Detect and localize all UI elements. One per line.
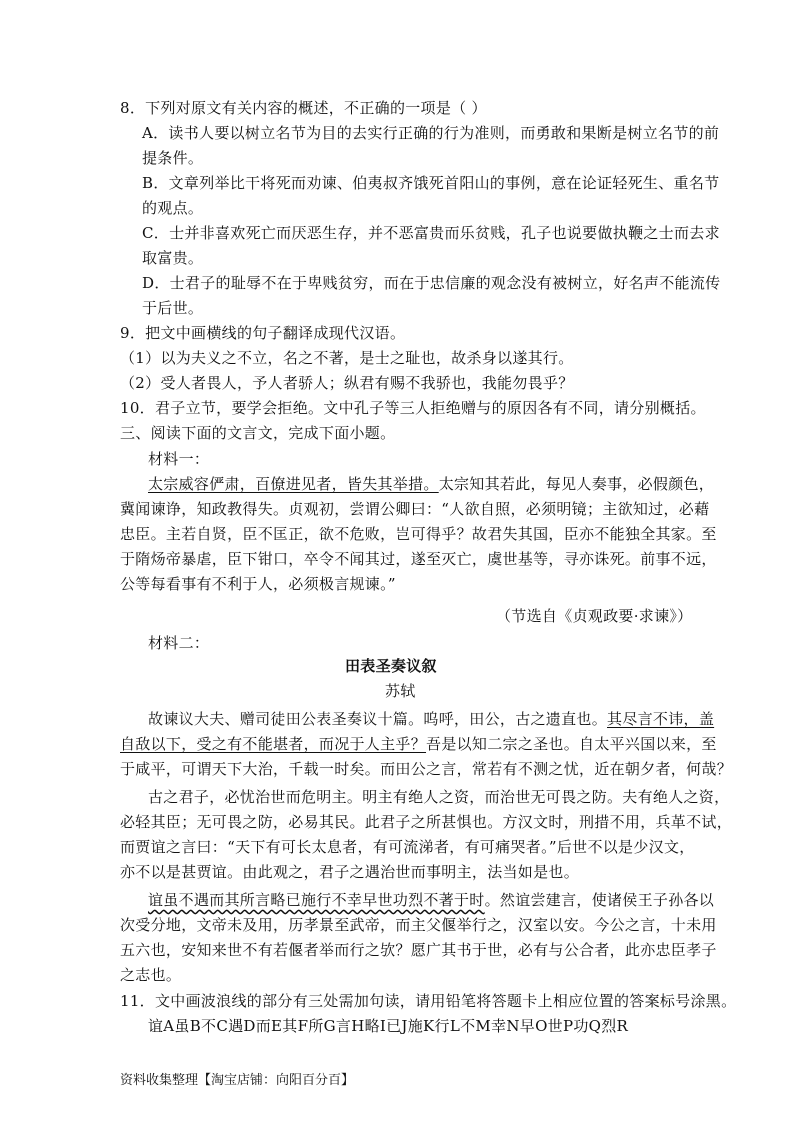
material2-label: 材料二： bbox=[148, 634, 210, 652]
material2-line7: 亦不以是甚贾谊。由此观之，君子之遇治世而事明主，法当如是也。 bbox=[120, 863, 580, 881]
material2-line4: 古之君子，必忧治世而危明主。明主有绝人之资，而治世无可畏之防。夫有绝人之资， bbox=[148, 788, 730, 806]
q8-option-d-line2: 于后世。 bbox=[142, 299, 204, 317]
material2-line1-start: 故谏议大夫、赠司徒田公表圣奏议十篇。呜呼，田公，古之遗直也。 bbox=[148, 710, 608, 728]
section3-heading: 三、阅读下面的文言文，完成下面小题。 bbox=[120, 424, 396, 442]
q9-sentence-2: （2）受人者畏人，予人者骄人；纵君有赐不我骄也，我能勿畏乎？ bbox=[120, 374, 574, 392]
material1-line3: 忠臣。主若自贤，臣不匡正，欲不危败，岂可得乎？故君失其国，臣亦不能独全其家。至 bbox=[120, 525, 717, 543]
q8-option-a-line2: 提条件。 bbox=[142, 149, 204, 167]
material2-author: 苏轼 bbox=[385, 682, 416, 700]
material2-line6: 而贾谊之言曰：“天下有可长太息者，有可流涕者，有可痛哭者。”后世不以是少汉文， bbox=[120, 838, 695, 856]
material2-line5: 必轻其臣；无可畏之防，必易其民。此君子之所甚惧也。方汉文时，刑措不用，兵革不试， bbox=[120, 813, 733, 831]
material1-source: （节选自《贞观政要·求谏》） bbox=[496, 607, 693, 625]
material2-line3: 于咸平，可谓天下大治，千载一时矣。而田公之言，常若有不测之忧，近在朝夕者，何哉？ bbox=[120, 760, 733, 778]
q9-stem: 9．把文中画横线的句子翻译成现代汉语。 bbox=[120, 324, 406, 342]
q8-option-c-line2: 取富贵。 bbox=[142, 249, 204, 267]
q8-option-b-line2: 的观点。 bbox=[142, 199, 204, 217]
material2-line10: 五六也，安知来世不有若偃者举而行之欤？愿广其书于世，必有与公合者，此亦忠臣孝子 bbox=[120, 941, 717, 959]
q10-stem: 10．君子立节，要学会拒绝。文中孔子等三人拒绝赠与的原因各有不同，请分别概括。 bbox=[120, 399, 706, 417]
material2-line8-rest: 。然谊尝建言，使诸侯王子孙各以 bbox=[484, 891, 715, 909]
q8-option-d-line1: D．士君子的耻辱不在于卑贱贫穷，而在于忠信廉的观念没有被树立，好名声不能流传 bbox=[142, 274, 721, 292]
material2-line9: 次受分地，文帝未及用，历孝景至武帝，而主父偃举行之，汉室以安。今公之言，十未用 bbox=[120, 916, 717, 934]
underlined-sentence-2b: 自敌以下，受之有不能堪者，而况于人主乎？ bbox=[120, 735, 427, 753]
material2-line2 bbox=[120, 733, 717, 755]
material2-line11: 之志也。 bbox=[120, 966, 182, 984]
q8-option-c-line1: C．士并非喜欢死亡而厌恶生存，并不恶富贵而乐贫贱，孔子也说要做执鞭之士而去求 bbox=[142, 224, 720, 242]
underlined-sentence-1: 太宗威容俨肃，百僚进见者，皆失其举措。 bbox=[148, 475, 439, 493]
q9-sentence-1: （1）以为夫义之不立，名之不著，是士之耻也，故杀身以遂其行。 bbox=[120, 349, 574, 367]
material1-line1-rest: 太宗知其若此，每见人奏事，必假颜色， bbox=[438, 475, 715, 493]
q8-option-b-line1: B．文章列举比干将死而劝谏、伯夷叔齐饿死首阳山的事例，意在论证轻死生、重名节 bbox=[142, 174, 720, 192]
material2-line2-rest: 吾是以知二宗之圣也。自太平兴国以来，至 bbox=[426, 735, 717, 753]
q8-stem: 8．下列对原文有关内容的概述，不正确的一项是（ ） bbox=[120, 99, 487, 117]
material1-line5: 公等每看事有不利于人，必须极言规谏。” bbox=[120, 575, 396, 593]
q11-options: 谊A虽B不C遇D而E其F所G言H略I已J施K行L不M幸N早O世P功Q烈R bbox=[148, 1017, 629, 1035]
material2-line8 bbox=[148, 889, 714, 911]
material1-line4: 于隋炀帝暴虐，臣下钳口，卒令不闻其过，遂至灭亡，虞世基等，寻亦诛死。前事不远， bbox=[120, 550, 717, 568]
underlined-sentence-2a: 其尽言不讳，盖 bbox=[607, 710, 715, 728]
material1-label: 材料一： bbox=[148, 450, 210, 468]
wavy-underlined-passage: 谊虽不遇而其所言略已施行不幸早世功烈不著于时 bbox=[148, 891, 485, 909]
material1-line1 bbox=[148, 473, 714, 495]
material2-line1 bbox=[148, 708, 714, 730]
material2-title: 田表圣奏议叙 bbox=[345, 657, 437, 675]
q8-option-a-line1: A．读书人要以树立名节为目的去实行正确的行为准则，而勇敢和果断是树立名节的前 bbox=[142, 124, 720, 142]
q11-stem: 11．文中画波浪线的部分有三处需加句读，请用铅笔将答题卡上相应位置的答案标号涂黑。 bbox=[120, 992, 737, 1010]
material1-line2: 冀闻谏诤，知政教得失。贞观初，尝谓公卿曰：“人欲自照，必须明镜；主欲知过，必藉 bbox=[120, 500, 710, 518]
footer-text: 资料收集整理【淘宝店铺：向阳百分百】 bbox=[120, 1073, 355, 1088]
